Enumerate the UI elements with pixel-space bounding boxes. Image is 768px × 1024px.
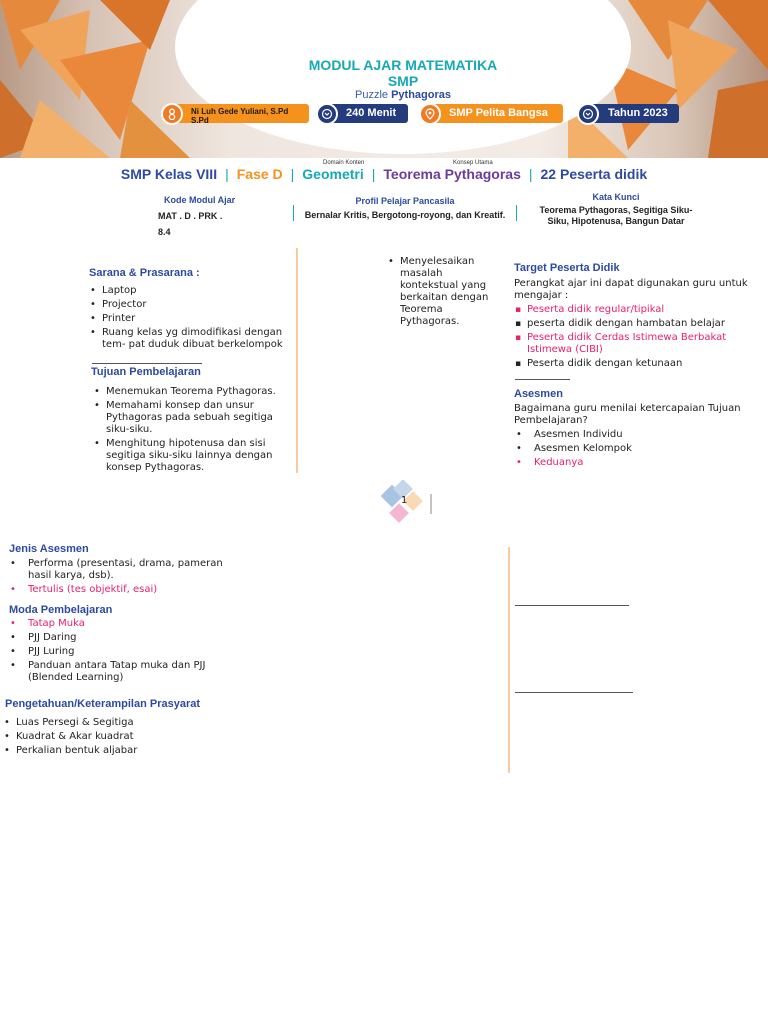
list-item: • Tertulis (tes objektif, esai) [8,584,232,596]
konsep-text: Teorema Pythagoras [383,166,521,182]
kode-label: Kode Modul Ajar [164,195,236,205]
list-item: • Asesmen Kelompok [514,443,714,455]
list-item: • Luas Persegi & Segitiga [2,717,226,729]
school-pill [421,104,563,124]
author-pill [163,104,309,124]
page-number: 1 [401,495,408,506]
tangram-left-image [0,0,200,158]
list-item: • PJJ Daring [8,632,232,644]
list-item: • Keduanya [514,457,714,469]
target-intro: Perangkat ajar ini dapat digunakan guru untuk mengajar : [514,278,748,301]
tujuan-title: Tujuan Pembelajaran [91,366,201,378]
duration-pill [318,104,408,124]
list-item: • Ruang kelas yg dimodifikasi dengan tem- pat duduk dibuat berkelompok [88,327,288,351]
module-subtitle [230,89,576,101]
list-item: • Menemukan Teorema Pythagoras. [92,386,288,398]
jenis-title: Jenis Asesmen [9,543,89,555]
year-text: Tahun 2023 [608,107,668,119]
kata-kunci-value: Teorema Pythagoras, Segitiga Siku-Siku, Hipotenusa, Bangun Datar [539,205,693,226]
author-degree: S.Pd [191,116,209,125]
prasyarat-title: Pengetahuan/Keterampilan Prasyarat [5,698,201,710]
module-level: SMP [387,73,419,89]
tujuan-list [92,386,288,476]
middle-list [386,256,494,330]
section-rule [515,692,633,693]
prasyarat-list [2,717,226,759]
person-icon [161,103,183,125]
school-name: SMP Pelita Bangsa [449,107,548,119]
moda-list [8,618,232,686]
asesmen-list [514,429,714,471]
section-rule [515,379,570,380]
list-item: • Tatap Muka [8,618,232,630]
subtitle-prefix: Puzzle [354,89,389,101]
divider [516,205,517,221]
column-divider [508,547,510,773]
list-item: • Asesmen Individu [514,429,714,441]
list-item: • Printer [88,313,288,325]
peserta-text: 22 Peserta didik [540,166,648,182]
year-pill [579,104,679,124]
author-name: Ni Luh Gede Yuliani, S.Pd [191,107,289,116]
sarana-list [88,285,288,353]
list-item: • Menyelesaikan masalah kontekstual yang berkaitan dengan Teorema Pythagoras. [386,256,494,328]
divider [293,205,294,221]
sarana-title: Sarana & Prasarana : [89,267,200,279]
info-row: SMP Kelas VIII | Fase D | Geometri | Teorema Pythagoras | 22 Peserta didik [120,166,648,182]
clock-icon [577,103,599,125]
column-divider [296,248,298,473]
target-title: Target Peserta Didik [514,262,620,274]
module-title: MODUL AJAR MATEMATIKA [308,57,498,73]
profil-label: Profil Pelajar Pancasila [355,196,455,206]
kelas-text: SMP Kelas VIII [120,166,218,182]
section-rule [92,363,202,364]
list-item: • PJJ Luring [8,646,232,658]
list-item: ▪ Peserta didik dengan ketunaan [513,358,753,370]
kode-line2: 8.4 [158,227,171,237]
list-item: • Projector [88,299,288,311]
header-banner [0,0,768,158]
jenis-list [8,558,232,598]
location-pin-icon [419,103,441,125]
kata-kunci-label: Kata Kunci [592,192,640,202]
profil-value: Bernalar Kritis, Bergotong-royong, dan Kreatif. [304,210,506,220]
konsep-label: Konsep Utama [453,160,493,166]
kode-line1: MAT . D . PRK . [158,211,223,221]
list-item: ▪ Peserta didik Cerdas Istimewa Berbakat Istimewa (CIBI) [513,332,753,356]
fase-text: Fase D [236,166,283,182]
list-item: • Memahami konsep dan unsur Pythagoras pada sebuah segitiga siku-siku. [92,400,288,436]
list-item: • Perkalian bentuk aljabar [2,745,226,757]
section-rule [515,605,629,606]
list-item: • Laptop [88,285,288,297]
list-item: • Menghitung hipotenusa dan sisi segitiga siku-siku lainnya dengan konsep Pythagoras. [92,438,288,474]
asesmen-title: Asesmen [514,388,563,400]
domain-text: Geometri [302,166,364,182]
domain-label: Domain Konten [323,160,365,166]
subtitle-bold: Pythagoras [391,89,451,101]
list-item: ▪ Peserta didik regular/tipikal [513,304,753,316]
moda-title: Moda Pembelajaran [9,604,113,616]
duration-text: 240 Menit [346,107,397,119]
list-item: • Panduan antara Tatap muka dan PJJ (Blended Learning) [8,660,232,684]
asesmen-intro: Bagaimana guru menilai ketercapaian Tujuan Pembelajaran? [514,403,741,426]
target-list [513,304,753,372]
list-item: ▪ peserta didik dengan hambatan belajar [513,318,753,330]
list-item: • Performa (presentasi, drama, pameran hasil karya, dsb). [8,558,232,582]
list-item: • Kuadrat & Akar kuadrat [2,731,226,743]
clock-icon [316,103,338,125]
